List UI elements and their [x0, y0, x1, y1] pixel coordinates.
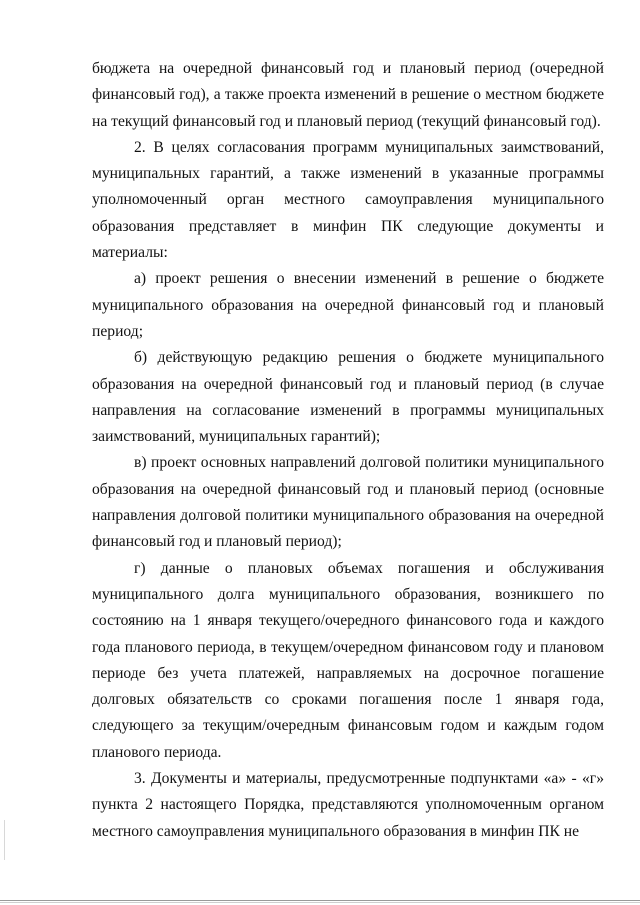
paragraph-item-2: 2. В целях согласования программ муниципальных заимствований, муниципальных гарантий, а также изменений в указанные программы уполномоченный орган местного самоуправления муниципального образования представляет в минфин ПК следующие документы и материалы: — [92, 138, 604, 262]
paragraph-continuation: бюджета на очередной финансовый год и плановый период (очередной финансовый год), а также проекта изменений в решение о местном бюджете на текущий финансовый год и плановый период (текущий финансовый год). — [92, 60, 604, 130]
scan-edge-bottom-faint — [0, 902, 640, 903]
paragraph-item-2b: б) действующую редакцию решения о бюджете муниципального образования на очередной финансовый год и плановый период (в случае направления на согласование изменений в программы муниципальных заимствований, муниципальных гарантий); — [92, 349, 604, 446]
paragraph-item-2a: а) проект решения о внесении изменений в решение о бюджете муниципального образования на очередной финансовый год и плановый период; — [92, 270, 604, 340]
paragraph-item-2v: в) проект основных направлений долговой политики муниципального образования на очередной финансовый год и плановый период (основные направления долговой политики муниципального образования на очередной финансовый год и плановый период); — [92, 454, 604, 551]
scan-edge-left — [4, 820, 5, 860]
scan-edge-bottom — [0, 900, 640, 901]
paragraph-item-3: 3. Документы и материалы, предусмотренные подпунктами «а» - «г» пункта 2 настоящего Порядка, представляются уполномоченным органом местного самоуправления муниципального образования в минфин ПК не — [92, 770, 604, 840]
paragraph-item-2g: г) данные о плановых объемах погашения и обслуживания муниципального долга муниципального образования, возникшего по состоянию на 1 января текущего/очередного финансового года и каждого года планового периода, в текущем/очередном финансовом году и плановом периоде без учета платежей, направляемых на досрочное погашение долговых обязательств со сроками погашения после 1 января года, следующего за текущим/очередным финансовым годом и каждым годом планового периода. — [92, 559, 604, 761]
document-body — [92, 56, 604, 845]
